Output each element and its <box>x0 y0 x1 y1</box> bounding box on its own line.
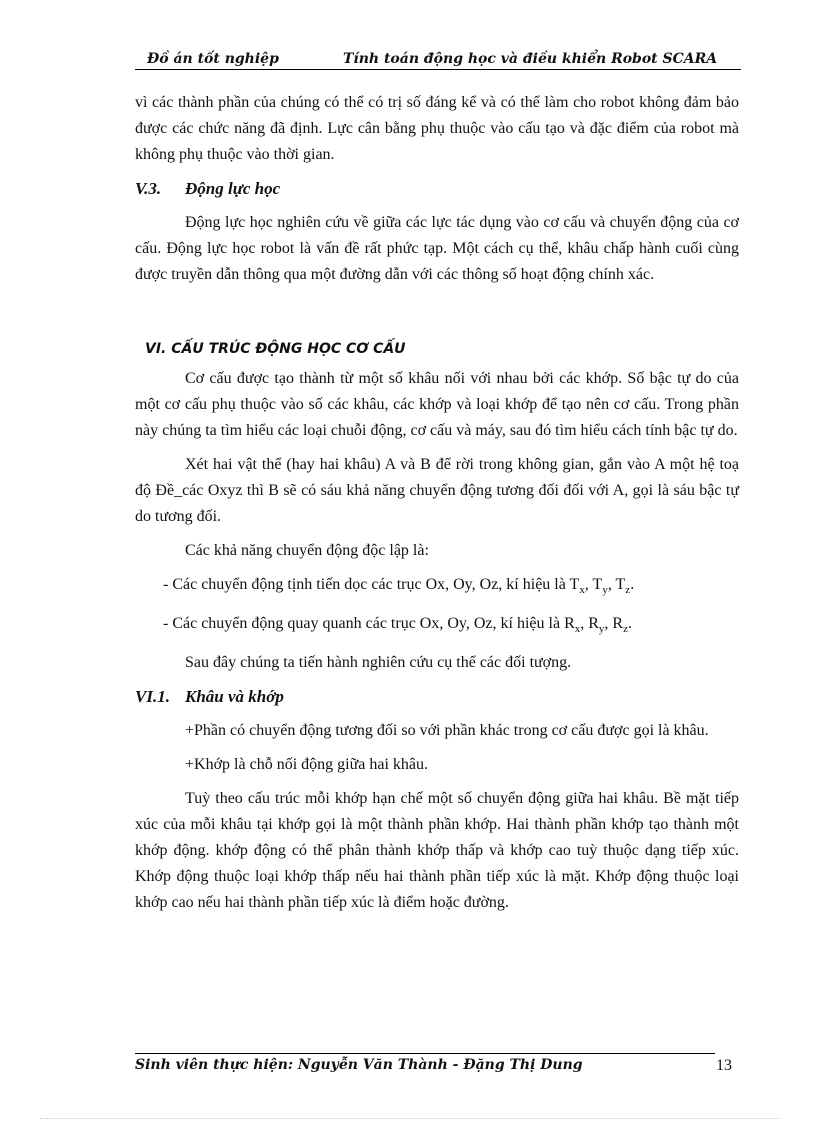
page-footer <box>135 1057 741 1077</box>
paragraph: Sau đây chúng ta tiến hành nghiên cứu cụ thể các đối tượng. <box>185 654 572 672</box>
subscript: z <box>623 623 628 636</box>
list-item-rotation <box>163 611 739 642</box>
subscript: y <box>598 623 605 636</box>
symbol: , R <box>604 615 624 633</box>
paragraph: Tuỳ theo cấu trúc mỗi khớp hạn chế một số chuyển động giữa hai khâu. Bề mặt tiếp xúc của mỗi khâu tại khớp gọi là một thành phần khớp. Hai thành phần khớp tạo thành một khớp động. khớp động có thể phân thành khớp thấp và khớp cao tuỳ thuộc dạng tiếp xúc. Khớp động thuộc loại khớp thấp nếu hai thành phần tiếp xúc là mặt. Khớp động thuộc loại khớp cao nếu hai thành phần tiếp xúc là điểm hoặc đường. <box>135 790 739 912</box>
header-right: Tính toán động học và điều khiển Robot SCARA <box>343 51 718 67</box>
paragraph: Xét hai vật thể (hay hai khâu) A và B để rời trong không gian, gắn vào A một hệ toạ độ Đề_các Oxyz thì B sẽ có sáu khả năng chuyển động tương đối đối với A, gọi là sáu bậc tự do tương đối. <box>135 456 739 525</box>
section-heading-vi1 <box>135 684 739 710</box>
list-item-translation <box>163 572 739 603</box>
chapter-heading-vi: VI. CẤU TRÚC ĐỘNG HỌC CƠ CẤU <box>145 341 406 357</box>
list-item-text: - Các chuyển động tịnh tiến dọc các trục Ox, Oy, Oz, kí hiệu là <box>163 576 570 593</box>
page-body <box>135 90 739 924</box>
section-number: V.3. <box>135 179 162 198</box>
subscript: x <box>579 584 585 597</box>
subscript: x <box>574 623 581 636</box>
paragraph: Cơ cấu được tạo thành từ một số khâu nối với nhau bởi các khớp. Số bậc tự do của một cơ cấu phụ thuộc vào số các khâu, các khớp và loại khớp để tạo nên cơ cấu. Trong phần này chúng ta tìm hiểu các loại chuỗi động, cơ cấu và máy, sau đó tìm hiểu cách tính bậc tự do. <box>135 370 739 439</box>
symbol: , T <box>607 576 626 593</box>
footer-students: Sinh viên thực hiện: Nguyễn Văn Thành - Đặng Thị Dung <box>135 1057 583 1073</box>
page-header <box>135 51 741 71</box>
subscript: y <box>602 584 608 597</box>
symbol: , R <box>580 615 599 633</box>
header-rule <box>135 69 741 70</box>
symbol: T <box>569 576 580 593</box>
paragraph: +Khớp là chỗ nối động giữa hai khâu. <box>185 756 428 774</box>
bottom-dotted-line <box>40 1118 780 1119</box>
paragraph: Động lực học nghiên cứu về giữa các lực tác dụng vào cơ cấu và chuyển động của cơ cấu. Động lực học robot là vấn đề rất phức tạp. Một cách cụ thể, khâu chấp hành cuối cùng được truyền dẫn thông qua một đường dẫn với các thông số hoạt động chính xác. <box>135 214 739 283</box>
symbol: . <box>630 576 635 593</box>
section-title: Khâu và khớp <box>185 687 284 707</box>
symbol: R <box>564 615 575 633</box>
subscript: z <box>625 584 631 597</box>
footer-rule <box>135 1053 715 1054</box>
list-item-text: - Các chuyển động quay quanh các trục Ox, Oy, Oz, kí hiệu là <box>163 615 565 633</box>
section-title: Động lực học <box>185 179 281 198</box>
symbol: . <box>627 615 632 633</box>
paragraph: Các khả năng chuyển động độc lập là: <box>185 542 429 559</box>
section-number: VI.1. <box>135 687 170 707</box>
paragraph: vì các thành phần của chúng có thể có trị số đáng kể và có thể làm cho robot không đảm bảo được các chức năng đã định. Lực cân bằng phụ thuộc vào cấu tạo và đặc điểm của robot mà không phụ thuộc vào thời gian. <box>135 94 739 163</box>
paragraph: +Phần có chuyển động tương đối so với phần khác trong cơ cấu được gọi là khâu. <box>185 722 709 740</box>
section-heading-v3 <box>135 176 739 202</box>
page-number: 13 <box>716 1057 732 1074</box>
header-left: Đồ án tốt nghiệp <box>147 51 279 67</box>
symbol: , T <box>584 576 603 593</box>
